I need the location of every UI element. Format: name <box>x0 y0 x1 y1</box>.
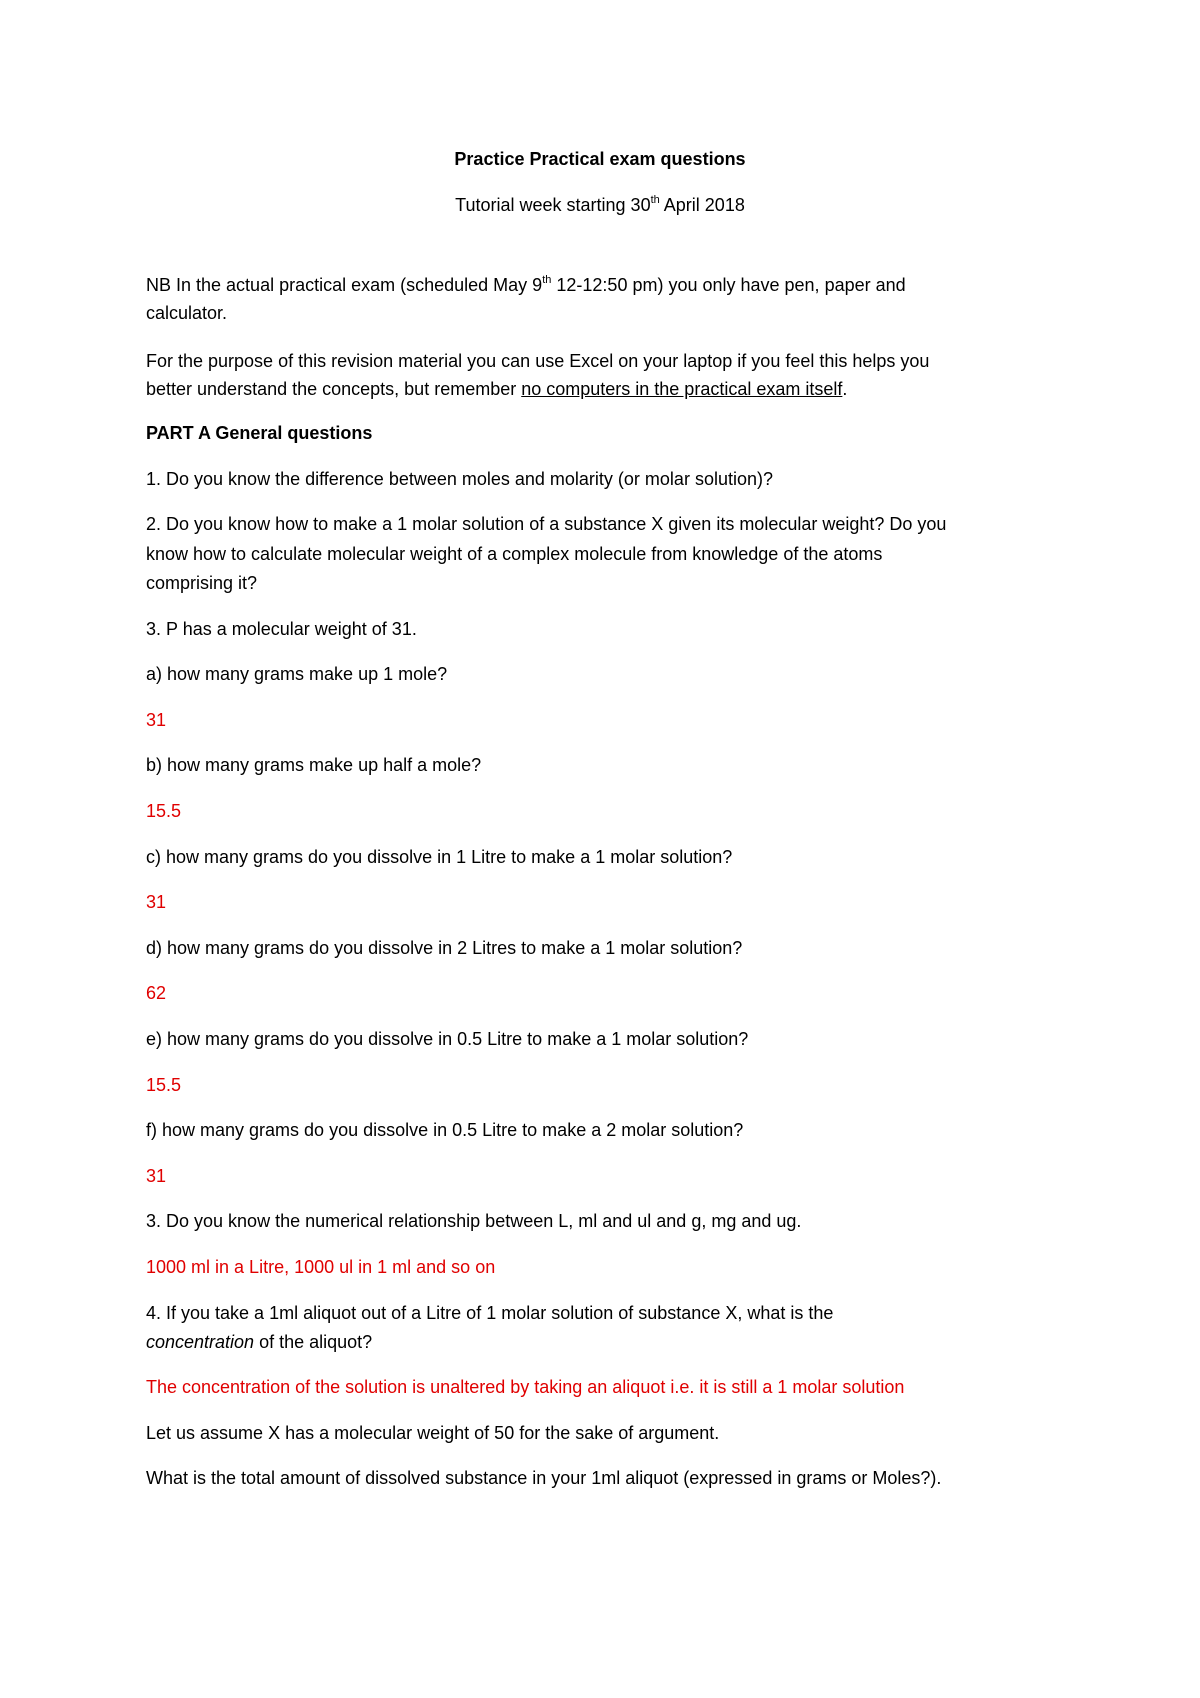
question-1: 1. Do you know the difference between moles and molarity (or molar solution)? <box>146 469 773 489</box>
nb-paragraph-line2: calculator. <box>146 303 228 323</box>
purpose-paragraph-line2 <box>146 378 847 400</box>
subtitle-text: Tutorial week starting 30 <box>455 195 651 215</box>
answer-4: The concentration of the solution is unaltered by taking an aliquot i.e. it is still a 1 molar solution <box>146 1377 905 1397</box>
nb-text-end: 12-12:50 pm) you only have pen, paper and <box>551 275 906 295</box>
subtitle-text-end: April 2018 <box>659 195 745 215</box>
answer-3f: 31 <box>146 1166 167 1186</box>
question-3c: c) how many grams do you dissolve in 1 Litre to make a 1 molar solution? <box>146 847 733 867</box>
question-3-units: 3. Do you know the numerical relationship between L, ml and ul and g, mg and ug. <box>146 1211 802 1231</box>
assumption-text: Let us assume X has a molecular weight of 50 for the sake of argument. <box>146 1423 720 1443</box>
question-3e: e) how many grams do you dissolve in 0.5 Litre to make a 1 molar solution? <box>146 1029 749 1049</box>
question-4-line1: 4. If you take a 1ml aliquot out of a Litre of 1 molar solution of substance X, what is the <box>146 1303 834 1323</box>
question-3: 3. P has a molecular weight of 31. <box>146 619 417 639</box>
question-4-italic: concentration <box>146 1332 255 1352</box>
answer-3e: 15.5 <box>146 1075 182 1095</box>
document-title: Practice Practical exam questions <box>454 149 746 169</box>
question-4-line2 <box>146 1331 372 1353</box>
question-2-line2: know how to calculate molecular weight of a complex molecule from knowledge of the atoms <box>146 544 883 564</box>
total-amount-question: What is the total amount of dissolved substance in your 1ml aliquot (expressed in grams or Moles?). <box>146 1468 942 1488</box>
part-a-heading: PART A General questions <box>146 423 373 443</box>
question-4-text: of the aliquot? <box>254 1332 373 1352</box>
purpose-underlined-text: no computers in the practical exam itself <box>521 379 843 399</box>
answer-3a: 31 <box>146 710 167 730</box>
question-3f: f) how many grams do you dissolve in 0.5 Litre to make a 2 molar solution? <box>146 1120 744 1140</box>
question-2-line1: 2. Do you know how to make a 1 molar solution of a substance X given its molecular weight? Do you <box>146 514 947 534</box>
purpose-paragraph-line1: For the purpose of this revision material you can use Excel on your laptop if you feel this helps you <box>146 351 930 371</box>
answer-3c: 31 <box>146 892 167 912</box>
document-subtitle <box>0 194 1200 216</box>
answer-3-units: 1000 ml in a Litre, 1000 ul in 1 ml and so on <box>146 1257 496 1277</box>
answer-3b: 15.5 <box>146 801 182 821</box>
answer-3d: 62 <box>146 983 167 1003</box>
purpose-text: better understand the concepts, but remember <box>146 379 522 399</box>
question-3b: b) how many grams make up half a mole? <box>146 755 482 775</box>
nb-superscript: th <box>542 274 552 286</box>
question-3a: a) how many grams make up 1 mole? <box>146 664 448 684</box>
question-2-line3: comprising it? <box>146 573 258 593</box>
question-3d: d) how many grams do you dissolve in 2 Litres to make a 1 molar solution? <box>146 938 743 958</box>
subtitle-superscript: th <box>650 194 660 206</box>
nb-text: NB In the actual practical exam (scheduled May 9 <box>146 275 543 295</box>
purpose-period: . <box>842 379 848 399</box>
nb-paragraph-line1 <box>146 274 906 296</box>
